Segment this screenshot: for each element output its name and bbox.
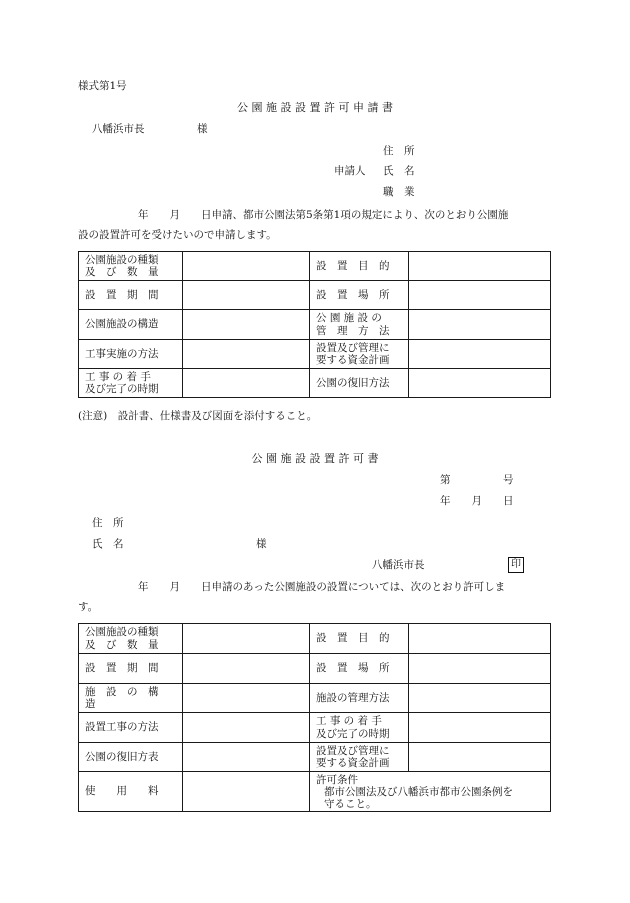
permit-address-label: 住 所 xyxy=(92,517,124,529)
application-table xyxy=(78,251,551,398)
cell-value xyxy=(183,369,310,398)
applicant-occupation-label: 職 業 xyxy=(383,186,415,198)
permit-name-label: 氏 名 xyxy=(92,538,124,550)
table-row xyxy=(79,340,551,369)
cell-value xyxy=(183,713,310,743)
addressee: 八幡浜市長 xyxy=(92,123,145,135)
permit-honorific: 様 xyxy=(256,538,267,550)
cell-value xyxy=(409,654,551,684)
table-row xyxy=(79,281,551,310)
cell-label: 公園施設の種類 及 び 数 量 xyxy=(79,252,183,281)
cell-value xyxy=(409,743,551,772)
table-row xyxy=(79,684,551,713)
application-body-line2: 設の設置許可を受けたいので申請します。 xyxy=(78,229,277,241)
permit-date-label: 年 月 日 xyxy=(440,495,514,507)
cell-label: 設 置 場 所 xyxy=(310,654,409,684)
table-row xyxy=(79,252,551,281)
conditions-title: 許可条件 xyxy=(316,774,358,786)
cell-label: 設 置 場 所 xyxy=(310,281,409,310)
cell-value xyxy=(409,684,551,713)
cell-label: 公園の復旧方表 xyxy=(79,743,183,772)
table-row xyxy=(79,310,551,340)
cell-value xyxy=(409,369,551,398)
cell-value xyxy=(409,713,551,743)
cell-label: 設 置 期 間 xyxy=(79,281,183,310)
cell-label: 工 事 の 着 手 及び完了の時期 xyxy=(310,713,409,743)
seal-mark: 印 xyxy=(508,557,524,573)
cell-value xyxy=(183,624,310,654)
cell-label: 工 事 の 着 手 及び完了の時期 xyxy=(79,369,183,398)
cell-value xyxy=(183,310,310,340)
application-body-line1: 年 月 日申請、都市公園法第5条第1項の規定により、次のとおり公園施 xyxy=(138,209,509,221)
cell-value xyxy=(183,252,310,281)
cell-label: 設 置 目 的 xyxy=(310,252,409,281)
cell-label: 公園施設の種類 及 び 数 量 xyxy=(79,624,183,654)
cell-value xyxy=(409,340,551,369)
cell-label: 公園の復旧方法 xyxy=(310,369,409,398)
fee-value xyxy=(183,772,310,812)
cell-value xyxy=(183,743,310,772)
cell-label: 設置及び管理に 要する資金計画 xyxy=(310,340,409,369)
table-row xyxy=(79,772,551,812)
cell-label: 設 置 期 間 xyxy=(79,654,183,684)
permit-table xyxy=(78,623,551,812)
addressee-honorific: 様 xyxy=(197,123,208,135)
cell-label: 公園施設の構造 xyxy=(79,310,183,340)
cell-value xyxy=(183,684,310,713)
permit-issuer: 八幡浜市長 xyxy=(372,559,425,571)
conditions-body: 都市公園法及び八幡浜市都市公園条例を 守ること。 xyxy=(324,786,513,811)
cell-label: 設置工事の方法 xyxy=(79,713,183,743)
applicant-prefix: 申請人 xyxy=(334,165,366,177)
cell-value xyxy=(183,654,310,684)
cell-value xyxy=(183,281,310,310)
permit-title: 公 園 施 設 設 置 許 可 書 xyxy=(251,452,379,465)
cell-label: 施設の管理方法 xyxy=(310,684,409,713)
permit-conditions xyxy=(310,772,551,812)
cell-value xyxy=(409,281,551,310)
cell-label: 設置及び管理に 要する資金計画 xyxy=(310,743,409,772)
cell-label: 設 置 目 的 xyxy=(310,624,409,654)
applicant-name-label: 氏 名 xyxy=(383,165,415,177)
cell-value xyxy=(183,340,310,369)
cell-value xyxy=(409,310,551,340)
applicant-address-label: 住 所 xyxy=(383,145,415,157)
cell-label: 工事実施の方法 xyxy=(79,340,183,369)
form-number: 様式第1号 xyxy=(78,80,127,92)
fee-label: 使 用 料 xyxy=(79,772,183,812)
permit-number-label: 第 号 xyxy=(440,474,514,486)
cell-label: 公 園 施 設 の 管 理 方 法 xyxy=(310,310,409,340)
table-row xyxy=(79,713,551,743)
table-row xyxy=(79,369,551,398)
table-row xyxy=(79,654,551,684)
cell-value xyxy=(409,624,551,654)
table-row xyxy=(79,624,551,654)
cell-label: 施 設 の 構 造 xyxy=(79,684,183,713)
table-row xyxy=(79,743,551,772)
application-note: (注意) 設計書、仕様書及び図面を添付すること。 xyxy=(78,410,318,422)
application-title: 公 園 施 設 設 置 許 可 申 請 書 xyxy=(237,101,393,114)
permit-body-line1: 年 月 日申請のあった公園施設の設置については、次のとおり許可しま xyxy=(138,581,506,593)
permit-body-line2: す。 xyxy=(78,601,99,613)
permit-seal xyxy=(508,557,524,573)
cell-value xyxy=(409,252,551,281)
